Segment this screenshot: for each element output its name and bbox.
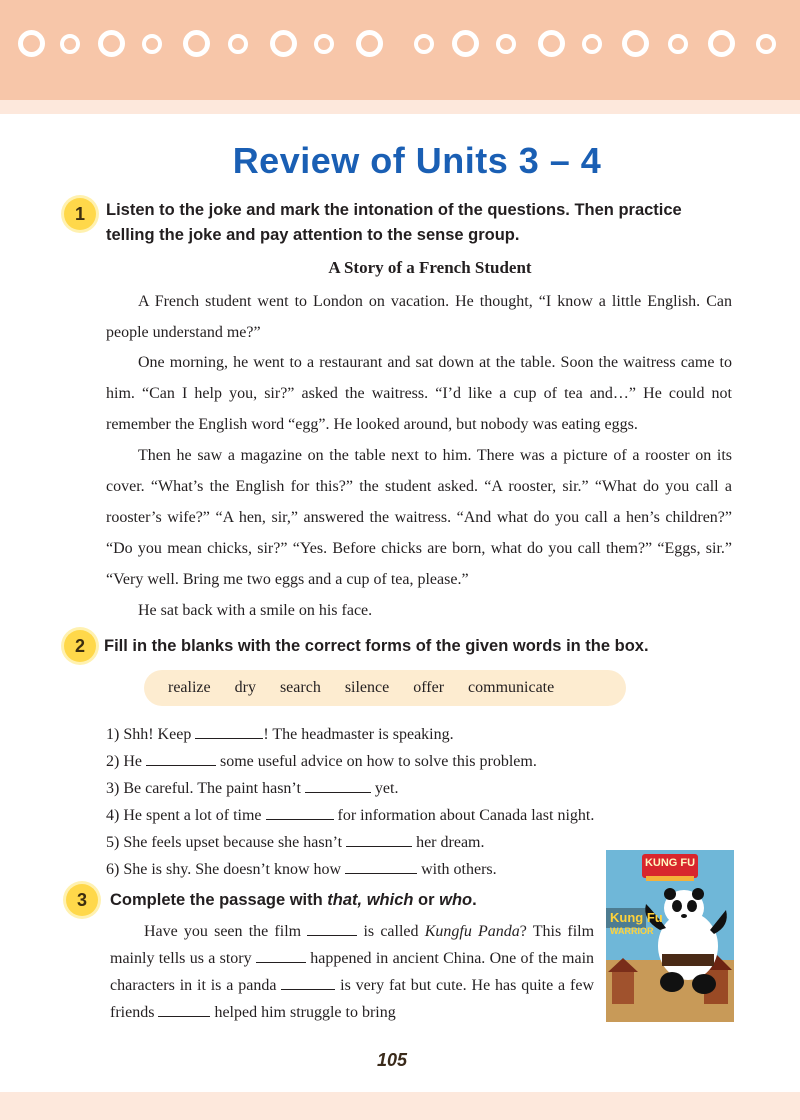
word-option: silence (344, 679, 390, 696)
ring-decoration (98, 30, 125, 57)
instruction-text: or (413, 891, 440, 909)
item-number: 6) (106, 861, 120, 878)
item-text: Shh! Keep (123, 726, 192, 743)
answer-blank[interactable] (256, 948, 306, 963)
exercise-item (106, 805, 594, 826)
answer-blank[interactable] (146, 751, 216, 766)
ring-decoration (60, 34, 80, 54)
poster-top-text: KUNG FU (644, 857, 696, 869)
item-number: 2) (106, 753, 120, 770)
passage-text: is called (363, 923, 419, 940)
ring-decoration (668, 34, 688, 54)
instruction-line: Listen to the joke and mark the intonation of the questions. Then practice (106, 201, 682, 219)
instruction-emphasis: who (439, 891, 473, 909)
story-paragraph: Then he saw a magazine on the table next to him. There was a picture of a rooster on its cover. “What’s the English for this?” the student asked. “A rooster, sir.” “What do you call a rooster’s wife?” “A hen, sir,” answered the waitress. “And what do you call a hen’s children?” “Do you mean chicks, sir?” “Yes. Before chicks are born, what do you call them?” “Eggs, sir.” “Very well. Bring me two eggs and a cup of tea, please.” (106, 447, 732, 588)
poster-sub-text: WARRIOR (610, 926, 654, 936)
story-paragraph: A French student went to London on vacation. He thought, “I know a little English. Can people understand me?” (106, 293, 732, 341)
exercise-item (106, 751, 537, 772)
ring-decoration (414, 34, 434, 54)
instruction-line: telling the joke and pay attention to the sense group. (106, 226, 520, 244)
item-number: 5) (106, 834, 120, 851)
section-badge: 3 (66, 884, 98, 916)
item-text: with others. (421, 861, 497, 878)
ring-decoration (183, 30, 210, 57)
ring-decoration (452, 30, 479, 57)
page-number: 105 (376, 1050, 408, 1070)
footer-band (0, 1092, 800, 1120)
ring-decoration (582, 34, 602, 54)
answer-blank[interactable] (266, 805, 334, 820)
word-option: realize (168, 679, 211, 696)
item-number: 1) (106, 726, 120, 743)
ring-decoration (356, 30, 383, 57)
item-text: He (123, 753, 142, 770)
header-band-light (0, 100, 800, 114)
section-badge: 1 (64, 198, 96, 230)
ring-decoration (756, 34, 776, 54)
answer-blank[interactable] (346, 832, 412, 847)
ring-decoration (142, 34, 162, 54)
header-band (0, 0, 800, 100)
word-option: communicate (468, 679, 555, 696)
answer-blank[interactable] (307, 921, 357, 936)
ring-decoration (18, 30, 45, 57)
passage-text: Have you seen the film (144, 923, 302, 940)
answer-blank[interactable] (195, 724, 263, 739)
exercise-item (106, 859, 497, 880)
film-title: Kungfu Panda (424, 923, 520, 940)
passage-text: is very fat but cute. He has quite a few friends (110, 977, 594, 1021)
page-title: Review of Units 3 – 4 (232, 140, 602, 181)
story-paragraph: He sat back with a smile on his face. (138, 602, 373, 619)
ring-decoration (538, 30, 565, 57)
ring-decoration (270, 30, 297, 57)
passage (110, 918, 594, 1026)
ring-decoration (622, 30, 649, 57)
ring-decoration (228, 34, 248, 54)
poster-image (606, 850, 734, 1022)
answer-blank[interactable] (345, 859, 417, 874)
ring-decoration (496, 34, 516, 54)
ring-decoration (314, 34, 334, 54)
item-text: She is shy. She doesn’t know how (123, 861, 342, 878)
word-option: offer (413, 679, 445, 696)
answer-blank[interactable] (158, 1002, 210, 1017)
poster-brand-text: Kung Fu (610, 910, 663, 925)
ring-decoration (708, 30, 735, 57)
item-number: 3) (106, 780, 120, 797)
kungfu-panda-poster (606, 850, 734, 1022)
passage-text: ? This film mainly tells us a story (110, 923, 595, 967)
story-title: A Story of a French Student (328, 258, 532, 277)
item-text: He spent a lot of time (123, 807, 262, 824)
story-paragraph: One morning, he went to a restaurant and sat down at the table. Soon the waitress came to him. “Can I help you, sir?” asked the waitress. “I’d like a cup of tea and…” He could not remember the English word “egg”. He looked around, but nobody was eating eggs. (106, 354, 732, 433)
exercise-item (106, 724, 454, 745)
instruction-emphasis: that, which (327, 891, 414, 909)
item-text: for information about Canada last night. (337, 807, 595, 824)
section-badge: 2 (64, 630, 96, 662)
instruction-text: Complete the passage with (110, 891, 328, 909)
section-1-instruction (106, 198, 746, 248)
word-option: search (279, 679, 321, 696)
passage-text: helped him struggle to bring (214, 1004, 396, 1021)
word-box (144, 670, 626, 706)
item-text: Be careful. The paint hasn’t (123, 780, 301, 797)
item-number: 4) (106, 807, 120, 824)
item-text: ! The headmaster is speaking. (263, 726, 454, 743)
section-3-instruction (110, 888, 590, 913)
instruction-text: . (472, 891, 477, 909)
item-text: some useful advice on how to solve this problem. (219, 753, 537, 770)
exercise-item (106, 778, 398, 799)
passage-text: happened in ancient China. One of the main characters in it is a panda (110, 950, 595, 994)
answer-blank[interactable] (305, 778, 371, 793)
section-2-instruction: Fill in the blanks with the correct forms of the given words in the box. (104, 637, 649, 655)
item-text: her dream. (416, 834, 485, 851)
word-option: dry (234, 679, 256, 696)
item-text: yet. (374, 780, 399, 797)
answer-blank[interactable] (281, 975, 335, 990)
item-text: She feels upset because she hasn’t (123, 834, 343, 851)
exercise-item (106, 832, 484, 853)
